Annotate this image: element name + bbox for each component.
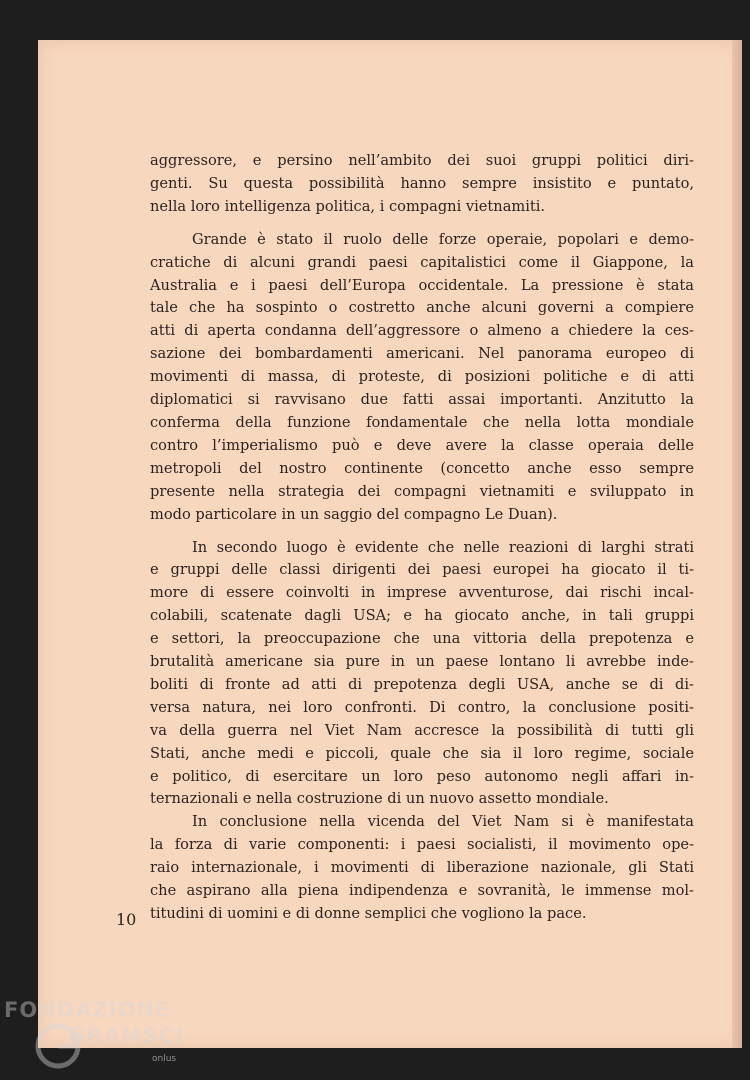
text-line: movimenti di massa, di proteste, di posizioni politiche e di atti <box>150 368 694 386</box>
text-line: e gruppi delle classi dirigenti dei paesi europei ha giocato il ti- <box>150 561 694 579</box>
text-line: Australia e i paesi dell’Europa occidentale. La pressione è stata <box>150 276 694 294</box>
text-line: Stati, anche medi e piccoli, quale che sia il loro regime, sociale <box>150 744 694 762</box>
text-line: e settori, la preoccupazione che una vittoria della prepotenza e <box>150 630 694 648</box>
text-line: diplomatici si ravvisano due fatti assai importanti. Anzitutto la <box>150 391 694 409</box>
text-line: ternazionali e nella costruzione di un nuovo assetto mondiale. <box>150 790 609 808</box>
text-line: va della guerra nel Viet Nam accresce la possibilità di tutti gli <box>150 721 694 739</box>
text-line: tale che ha sospinto o costretto anche alcuni governi a compiere <box>150 299 694 317</box>
text-line: metropoli del nostro continente (concetto anche esso sempre <box>150 459 694 477</box>
paragraph-2 <box>150 229 694 527</box>
text-line: la forza di varie componenti: i paesi socialisti, il movimento ope- <box>150 836 694 854</box>
book-page <box>38 40 742 1048</box>
text-line: presente nella strategia dei compagni vietnamiti e sviluppato in <box>150 482 694 500</box>
text-line: more di essere coinvolti in imprese avventurose, dai rischi incal- <box>150 584 694 602</box>
text-line: modo particolare in un saggio del compagno Le Duan). <box>150 505 558 523</box>
text-line: contro l’imperialismo può e deve avere la classe operaia delle <box>150 436 694 454</box>
text-line: atti di aperta condanna dell’aggressore o almeno a chiedere la ces- <box>150 322 694 340</box>
text-line: cratiche di alcuni grandi paesi capitalistici come il Giappone, la <box>150 253 694 271</box>
text-line: versa natura, nei loro confronti. Di contro, la conclusione positi- <box>150 698 694 716</box>
paragraph-3 <box>150 537 694 812</box>
text-line: aggressore, e persino nell’ambito dei suoi gruppi politici diri- <box>150 152 694 169</box>
text-line: e politico, di esercitare un loro peso autonomo negli affari in- <box>150 767 694 785</box>
watermark-line-2: GRAMSCI <box>68 1024 184 1048</box>
watermark-line-3: onlus <box>152 1054 177 1064</box>
text-line: titudini di uomini e di donne semplici che vogliono la pace. <box>150 905 587 922</box>
text-line: sazione dei bombardamenti americani. Nel panorama europeo di <box>150 345 694 363</box>
text-line: boliti di fronte ad atti di prepotenza degli USA, anche se di di- <box>150 675 694 693</box>
text-line: In conclusione nella vicenda del Viet Nam si è manifestata <box>192 813 694 831</box>
text-line: genti. Su questa possibilità hanno sempre insistito e puntato, <box>150 174 694 192</box>
text-line: Grande è stato il ruolo delle forze operaie, popolari e demo- <box>192 230 694 248</box>
paragraph-1 <box>150 150 694 219</box>
paragraph-4 <box>150 811 694 926</box>
text-line: raio internazionale, i movimenti di liberazione nazionale, gli Stati <box>150 859 694 877</box>
page-edge <box>732 40 742 1048</box>
text-line: conferma della funzione fondamentale che nella lotta mondiale <box>150 413 694 431</box>
text-line: brutalità americane sia pure in un paese lontano li avrebbe inde- <box>150 653 694 671</box>
page-number: 10 <box>116 910 137 929</box>
text-line: che aspirano alla piena indipendenza e sovranità, le immense mol- <box>150 882 694 900</box>
body-text <box>150 150 694 926</box>
text-line: nella loro intelligenza politica, i compagni vietnamiti. <box>150 197 546 215</box>
fondazione-gramsci-watermark <box>2 994 202 1078</box>
text-line: In secondo luogo è evidente che nelle reazioni di larghi strati <box>192 538 694 556</box>
text-line: colabili, scatenate dagli USA; e ha giocato anche, in tali gruppi <box>150 607 694 625</box>
watermark-line-1: FONDAZIONE <box>4 998 171 1022</box>
